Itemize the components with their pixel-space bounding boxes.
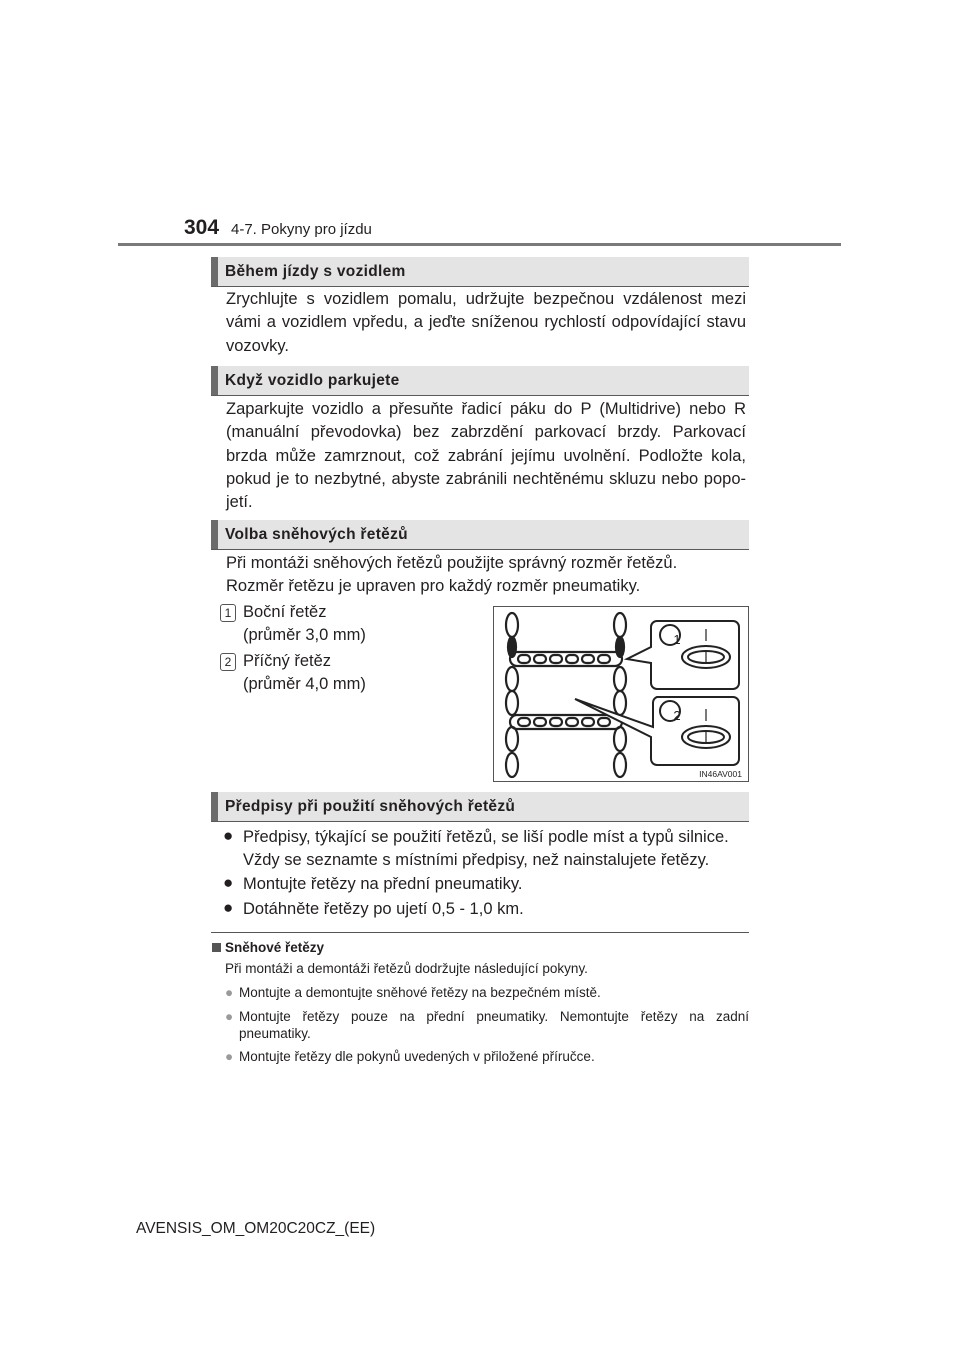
bullet-icon: ● xyxy=(223,898,234,917)
heading-parking xyxy=(211,366,749,396)
snow-chain-figure xyxy=(493,606,749,782)
note-divider xyxy=(211,932,749,933)
heading-bar xyxy=(211,520,218,549)
grey-bullet-icon: ● xyxy=(225,1009,234,1024)
heading-bar xyxy=(211,792,218,821)
header-divider xyxy=(118,243,841,246)
note-intro: Při montáži a demontáži řetězů dodržujte následující pokyny. xyxy=(225,961,588,976)
side-chain-diameter: (průměr 3,0 mm) xyxy=(243,626,366,644)
callout-1: 1 xyxy=(673,632,681,647)
square-icon xyxy=(212,943,221,952)
driving-paragraph: Zrychlujte s vozidlem pomalu, udržujte bezpečnou vzdálenost mezi vámi a vozidlem vpředu, a jeďte sníženou rychlostí odpovídající stavu vozovky. xyxy=(226,290,746,355)
note-title: Sněhové řetězy xyxy=(225,940,325,955)
item-number-2: 2 xyxy=(220,653,236,671)
note-bullet-2-line-2: pneumatiky. xyxy=(239,1026,311,1041)
heading-rules xyxy=(211,792,749,822)
grey-bullet-icon: ● xyxy=(225,1049,234,1064)
side-chain-label: Boční řetěz xyxy=(243,603,327,621)
footer-code: AVENSIS_OM_OM20C20CZ_(EE) xyxy=(136,1220,376,1237)
heading-driving-title: Během jízdy s vozidlem xyxy=(225,263,406,280)
heading-parking-title: Když vozidlo parkujete xyxy=(225,372,400,389)
heading-driving xyxy=(211,257,749,287)
note-bullet-2-line-1: Montujte řetězy pouze na přední pneumatiky. Nemontujte řetězy na zadní xyxy=(239,1009,749,1024)
chain-illustration xyxy=(494,607,748,781)
callout-2: 2 xyxy=(673,708,681,723)
heading-chains xyxy=(211,520,749,550)
item-number-1: 1 xyxy=(220,604,236,622)
rule-bullet-2: Montujte řetězy na přední pneumatiky. xyxy=(243,875,523,893)
page-number: 304 xyxy=(184,216,220,239)
cross-chain-diameter: (průměr 4,0 mm) xyxy=(243,675,366,693)
heading-rules-title: Předpisy při použití sněhových řetězů xyxy=(225,798,516,815)
bullet-icon: ● xyxy=(223,826,234,845)
rule-bullet-3: Dotáhněte řetězy po ujetí 0,5 - 1,0 km. xyxy=(243,900,524,918)
note-bullet-3: Montujte řetězy dle pokynů uvedených v přiložené příručce. xyxy=(239,1049,595,1064)
heading-chains-title: Volba sněhových řetězů xyxy=(225,526,408,543)
note-bullet-1: Montujte a demontujte sněhové řetězy na bezpečném místě. xyxy=(239,985,601,1000)
figure-code: IN46AV001 xyxy=(699,769,742,779)
rule-bullet-1-line-2: Vždy se seznamte s místními předpisy, než nainstalujete řetězy. xyxy=(243,851,710,869)
parking-paragraph: Zaparkujte vozidlo a přesuňte řadicí páku do P (Multidrive) nebo R (manuální převodovka) bez zabrzdění parkovací brzdy. Parkovací brzda může zamrznout, což zabrání jejímu uvolnění. Podložte kola, pokud je to nezbytné, abyste zabránili nechtěnému skluzu nebo popo-jetí. xyxy=(226,400,746,512)
chains-line-1: Při montáži sněhových řetězů použijte správný rozměr řetězů. xyxy=(226,554,678,572)
section-reference: 4-7. Pokyny pro jízdu xyxy=(231,221,372,238)
heading-bar xyxy=(211,257,218,286)
rule-bullet-1-line-1: Předpisy, týkající se použití řetězů, se liší podle míst a typů silnice. xyxy=(243,828,729,846)
cross-chain-label: Příčný řetěz xyxy=(243,652,332,670)
bullet-icon: ● xyxy=(223,873,234,892)
heading-bar xyxy=(211,366,218,395)
grey-bullet-icon: ● xyxy=(225,985,234,1000)
chains-line-2: Rozměr řetězu je upraven pro každý rozměr pneumatiky. xyxy=(226,577,641,595)
